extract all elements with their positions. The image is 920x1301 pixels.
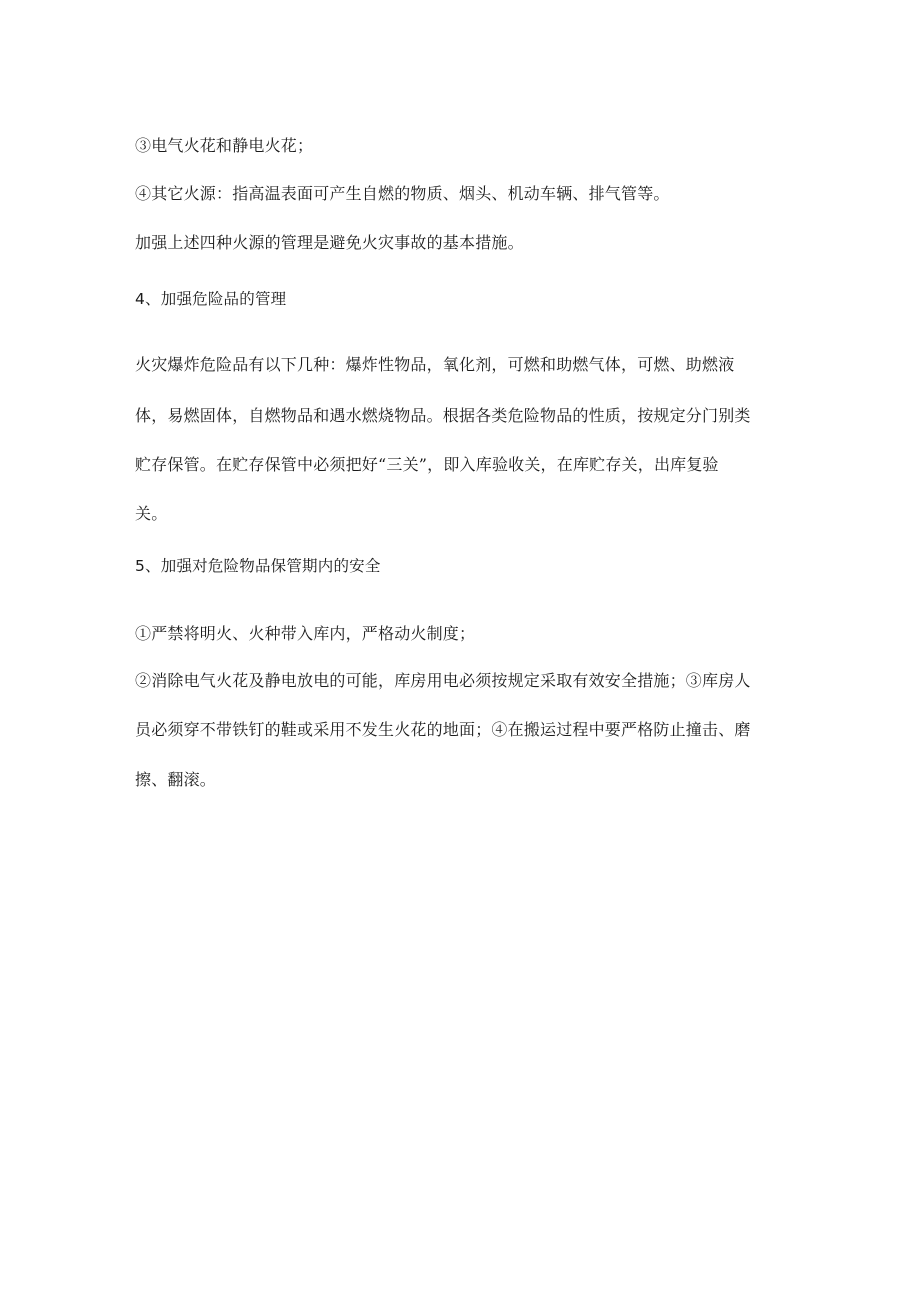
section-4-paragraph-line-2: 体，易燃固体，自燃物品和遇水燃烧物品。根据各类危险物品的性质，按规定分门别类 xyxy=(135,406,751,425)
section-5-paragraph-line-2: 员必须穿不带铁钉的鞋或采用不发生火花的地面；④在搬运过程中要严格防止撞击、磨 xyxy=(135,720,751,739)
section-5-item-1: ①严禁将明火、火种带入库内，严格动火制度； xyxy=(135,624,476,643)
section-4-paragraph-line-1: 火灾爆炸危险品有以下几种：爆炸性物品，氧化剂，可燃和助燃气体，可燃、助燃液 xyxy=(135,355,735,374)
ignition-source-item-4: ④其它火源：指高温表面可产生自燃的物质、烟头、机动车辆、排气管等。 xyxy=(135,184,670,203)
ignition-source-item-3: ③电气火花和静电火花； xyxy=(135,136,314,155)
section-5-paragraph-line-3: 擦、翻滚。 xyxy=(135,770,217,789)
section-5-heading: 5、加强对危险物品保管期内的安全 xyxy=(135,557,381,575)
section-4-paragraph-line-4: 关。 xyxy=(135,504,168,523)
section-5-paragraph-line-1: ②消除电气火花及静电放电的可能，库房用电必须按规定采取有效安全措施；③库房人 xyxy=(135,671,751,690)
section-4-paragraph-line-3: 贮存保管。在贮存保管中必须把好“三关”，即入库验收关，在库贮存关，出库复验 xyxy=(135,455,719,474)
ignition-source-summary: 加强上述四种火源的管理是避免火灾事故的基本措施。 xyxy=(135,233,524,252)
section-4-heading: 4、加强危险品的管理 xyxy=(135,290,287,308)
